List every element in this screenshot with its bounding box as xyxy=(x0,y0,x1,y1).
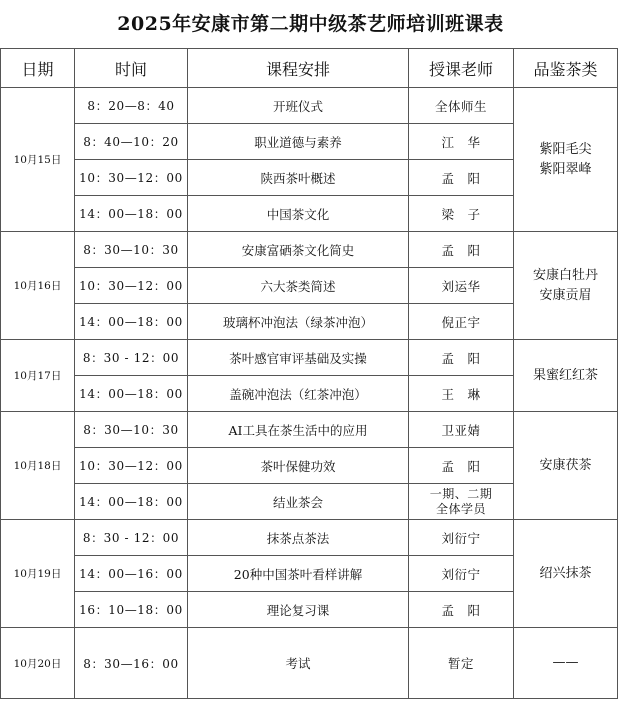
page-title: 2025年安康市第二期中级茶艺师培训班课表 xyxy=(117,13,504,35)
course-cell: AI工具在茶生活中的应用 xyxy=(188,412,409,448)
teacher-cell: 暂定 xyxy=(409,628,514,699)
date-cell: 10月20日 xyxy=(1,628,75,699)
header-course: 课程安排 xyxy=(188,49,409,88)
course-cell: 安康富硒茶文化简史 xyxy=(188,232,409,268)
date-cell: 10月19日 xyxy=(1,520,75,628)
table-row xyxy=(1,412,618,448)
header-time: 时间 xyxy=(75,49,188,88)
teacher-cell: 孟 阳 xyxy=(409,232,514,268)
course-cell: 茶叶感官审评基础及实操 xyxy=(188,340,409,376)
table-row xyxy=(1,340,618,376)
course-cell: 盖碗冲泡法（红茶冲泡） xyxy=(188,376,409,412)
header-tea: 品鉴茶类 xyxy=(514,49,618,88)
time-cell: 10：30—12：00 xyxy=(75,268,188,304)
date-cell: 10月17日 xyxy=(1,340,75,412)
course-cell: 玻璃杯冲泡法（绿茶冲泡） xyxy=(188,304,409,340)
teacher-cell: 江 华 xyxy=(409,124,514,160)
teacher-cell: 刘衍宁 xyxy=(409,556,514,592)
time-cell: 8：30 - 12：00 xyxy=(75,520,188,556)
teacher-cell: 刘运华 xyxy=(409,268,514,304)
time-cell: 14：00—18：00 xyxy=(75,484,188,520)
course-cell: 考试 xyxy=(188,628,409,699)
time-cell: 10：30—12：00 xyxy=(75,448,188,484)
table-row xyxy=(1,628,618,699)
time-cell: 16：10—18：00 xyxy=(75,592,188,628)
schedule-body xyxy=(1,88,618,699)
tea-cell: 紫阳毛尖 紫阳翠峰 xyxy=(514,88,618,232)
time-cell: 10：30—12：00 xyxy=(75,160,188,196)
course-cell: 陕西茶叶概述 xyxy=(188,160,409,196)
tea-cell: —— xyxy=(514,628,618,699)
time-cell: 8：30 - 12：00 xyxy=(75,340,188,376)
teacher-cell: 倪正宇 xyxy=(409,304,514,340)
teacher-cell: 孟 阳 xyxy=(409,340,514,376)
table-row xyxy=(1,88,618,124)
header-row xyxy=(1,49,618,88)
teacher-cell: 王 琳 xyxy=(409,376,514,412)
teacher-cell: 梁 子 xyxy=(409,196,514,232)
course-cell: 开班仪式 xyxy=(188,88,409,124)
time-cell: 14：00—18：00 xyxy=(75,196,188,232)
time-cell: 14：00—18：00 xyxy=(75,376,188,412)
teacher-cell: 卫亚婧 xyxy=(409,412,514,448)
course-cell: 六大茶类简述 xyxy=(188,268,409,304)
teacher-cell: 刘衍宁 xyxy=(409,520,514,556)
table-row xyxy=(1,232,618,268)
time-cell: 14：00—16：00 xyxy=(75,556,188,592)
date-cell: 10月18日 xyxy=(1,412,75,520)
course-cell: 中国茶文化 xyxy=(188,196,409,232)
schedule-table xyxy=(0,48,618,699)
time-cell: 8：30—10：30 xyxy=(75,412,188,448)
teacher-cell: 全体师生 xyxy=(409,88,514,124)
teacher-cell: 一期、二期 全体学员 xyxy=(409,484,514,520)
time-cell: 8：30—10：30 xyxy=(75,232,188,268)
course-cell: 理论复习课 xyxy=(188,592,409,628)
table-row xyxy=(1,520,618,556)
time-cell: 14：00—18：00 xyxy=(75,304,188,340)
tea-cell: 绍兴抹茶 xyxy=(514,520,618,628)
time-cell: 8：40—10：20 xyxy=(75,124,188,160)
tea-cell: 安康白牡丹 安康贡眉 xyxy=(514,232,618,340)
time-cell: 8：30—16：00 xyxy=(75,628,188,699)
course-cell: 职业道德与素养 xyxy=(188,124,409,160)
teacher-cell: 孟 阳 xyxy=(409,160,514,196)
header-date: 日期 xyxy=(1,49,75,88)
tea-cell: 果蜜红红茶 xyxy=(514,340,618,412)
teacher-cell: 孟 阳 xyxy=(409,448,514,484)
course-cell: 茶叶保健功效 xyxy=(188,448,409,484)
course-cell: 抹茶点茶法 xyxy=(188,520,409,556)
header-teacher: 授课老师 xyxy=(409,49,514,88)
date-cell: 10月15日 xyxy=(1,88,75,232)
date-cell: 10月16日 xyxy=(1,232,75,340)
time-cell: 8：20—8：40 xyxy=(75,88,188,124)
teacher-cell: 孟 阳 xyxy=(409,592,514,628)
tea-cell: 安康茯茶 xyxy=(514,412,618,520)
course-cell: 20种中国茶叶看样讲解 xyxy=(188,556,409,592)
course-cell: 结业茶会 xyxy=(188,484,409,520)
